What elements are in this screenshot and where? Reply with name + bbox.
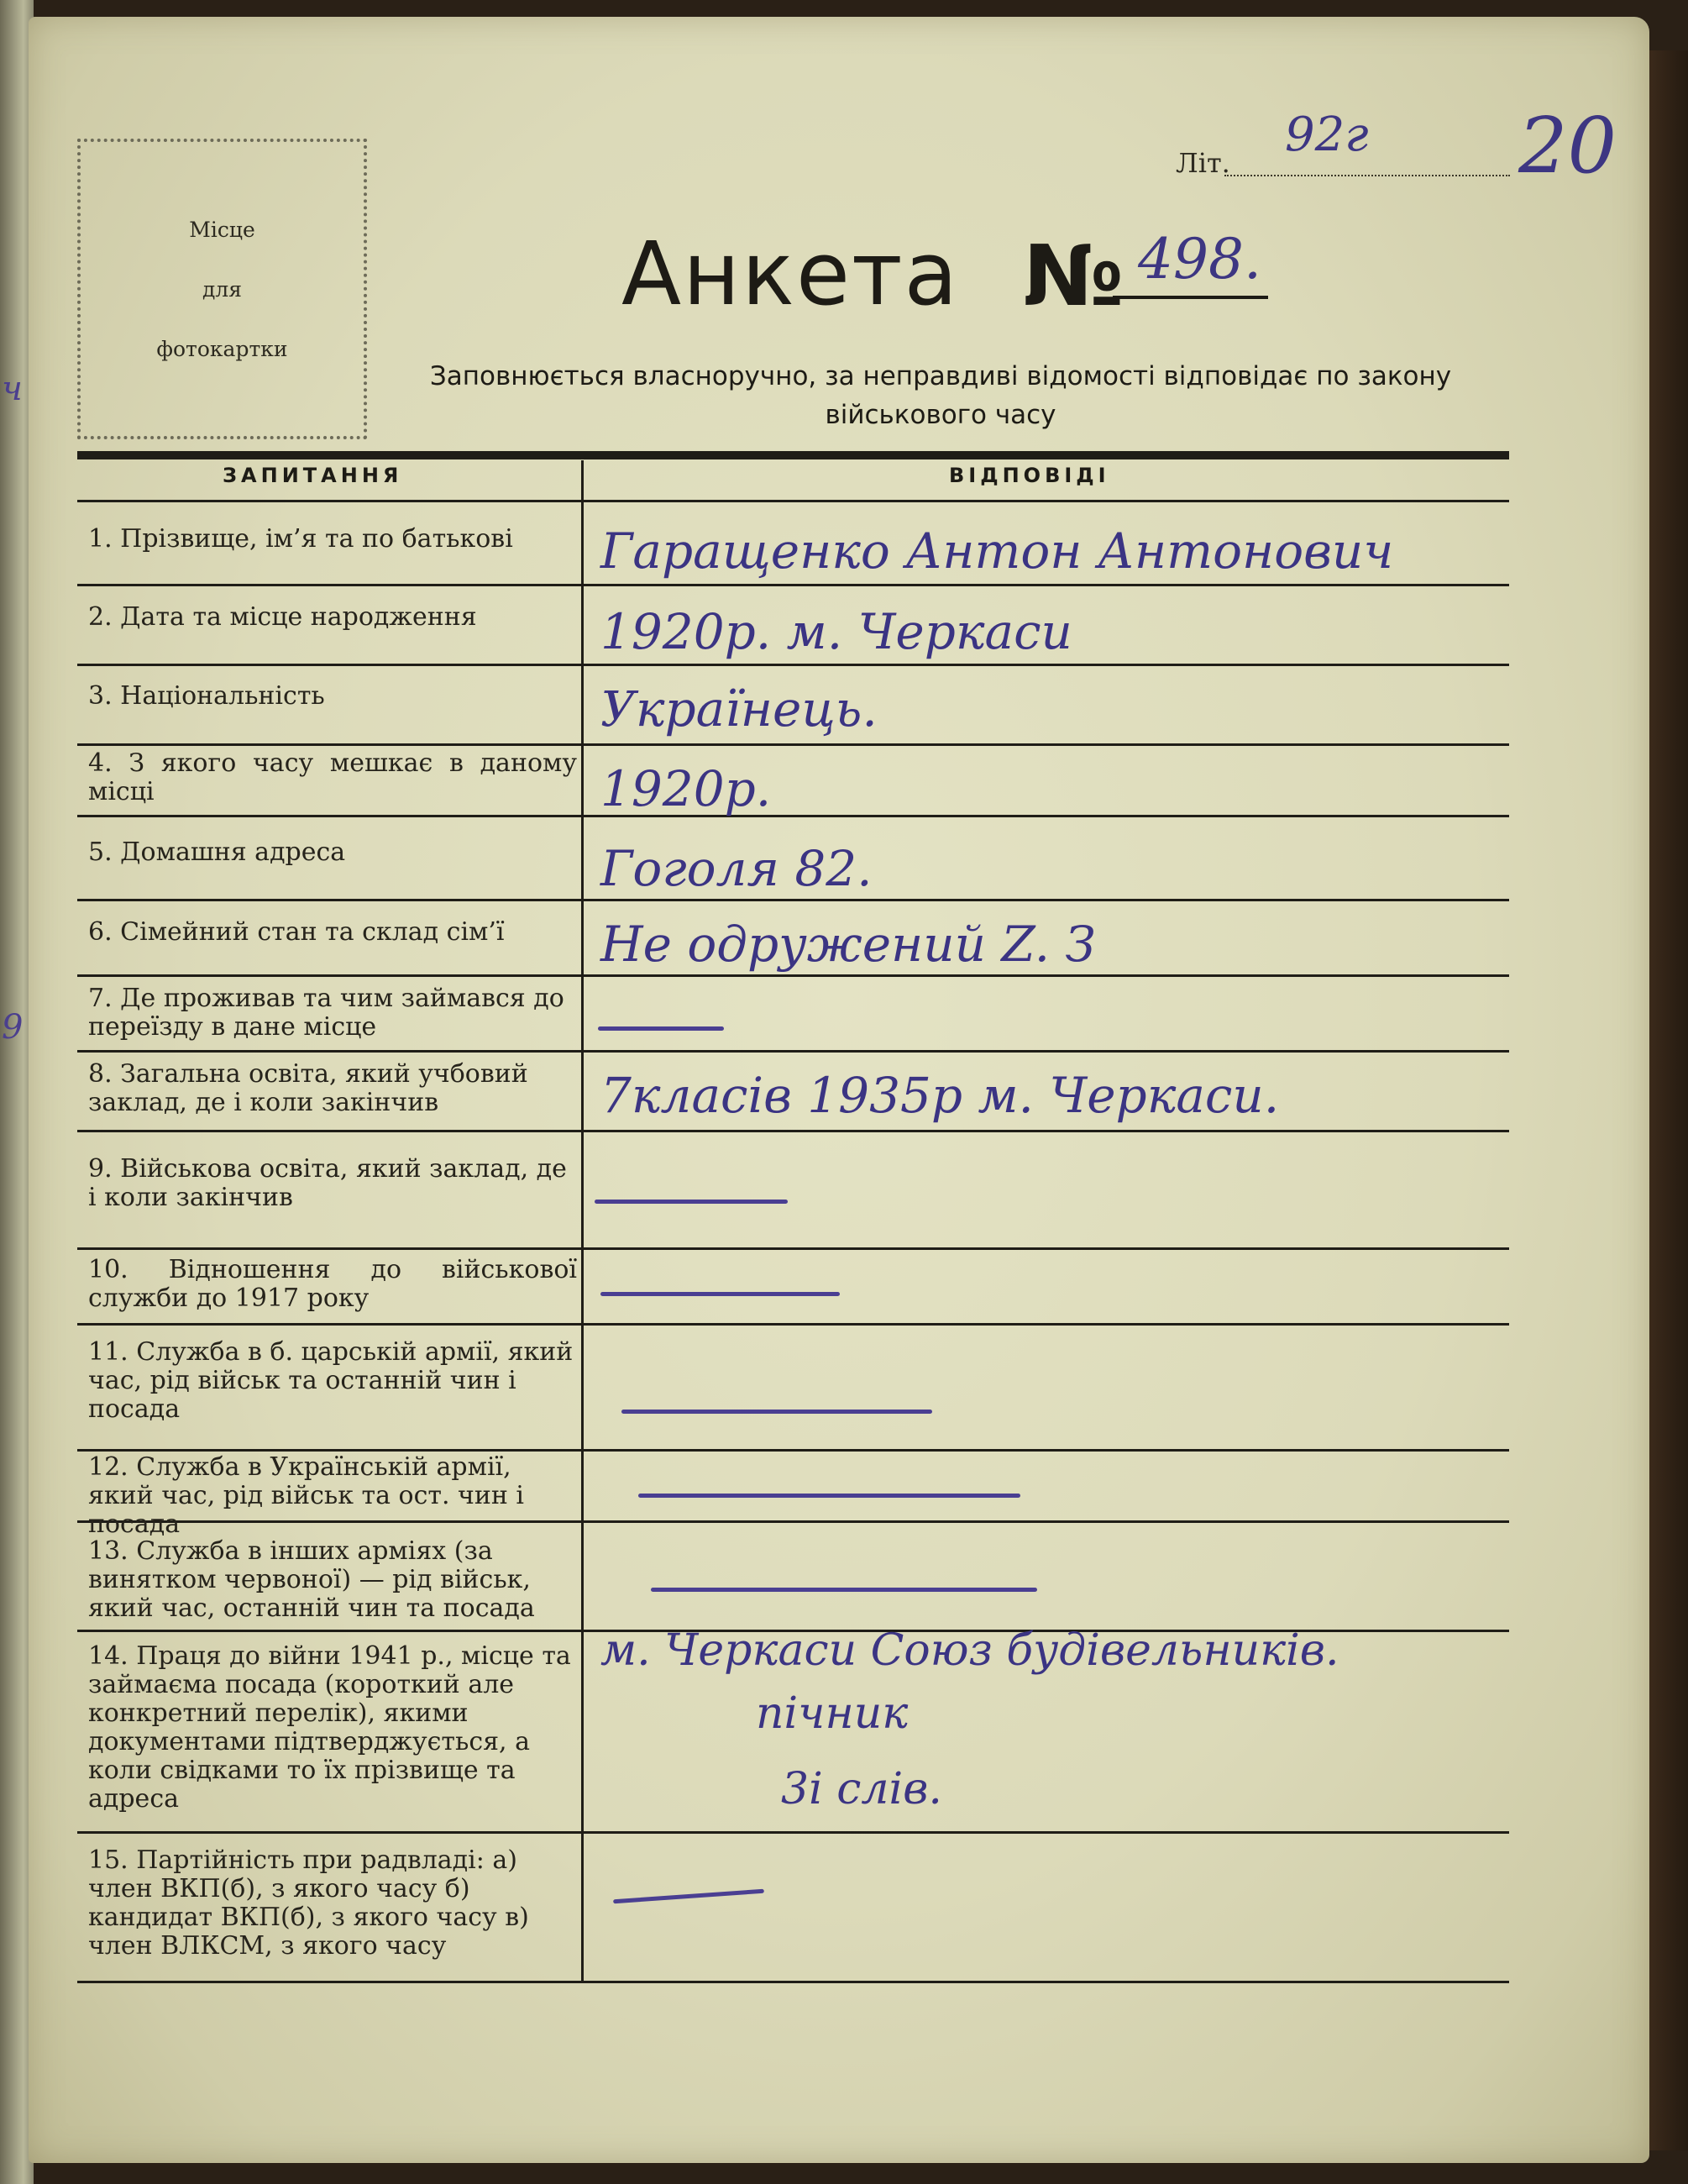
row-rule (77, 974, 1509, 977)
answer-2: 1920р. м. Черкаси (600, 603, 1072, 660)
question-3: 3. Національність (88, 681, 325, 711)
questions-header: ЗАПИТАННЯ (223, 464, 403, 487)
lit-label: Літ. (1176, 147, 1230, 179)
question-7: 7. Де проживав та чим займався до переїзду в дане місце (88, 984, 564, 1042)
row-rule (77, 815, 1509, 817)
form-subtitle: Заповнюється власноручно, за неправдиві відомості відповідає по закону військового часу (429, 361, 1452, 430)
row-rule (77, 1130, 1509, 1132)
question-14: 14. Праця до війни 1941 р., місце та займаєма посада (короткий але конкретний перелік), якими документами підтверджується, а коли свідками то їх прізвище та адреса (88, 1641, 571, 1814)
column-divider (581, 460, 584, 1982)
form-number: 498. (1138, 227, 1261, 291)
answer-14-line3: 3і слів. (781, 1764, 942, 1814)
answers-header: ВІДПОВІДІ (949, 464, 1110, 487)
photo-label-line2: для (202, 276, 243, 302)
binding-shadow (1649, 50, 1688, 2150)
empty-answer-dash-13 (651, 1588, 1037, 1592)
row-rule (77, 1449, 1509, 1452)
photo-label-line1: Місце (189, 217, 255, 242)
photo-label-line3: фотокартки (156, 336, 288, 361)
row-rule (77, 743, 1509, 746)
lit-value: 92г (1285, 108, 1369, 162)
empty-answer-dash-12 (638, 1494, 1020, 1498)
row-rule (77, 664, 1509, 666)
question-10: 10. Відношення до військової служби до 1917 року (88, 1255, 577, 1313)
answer-4: 1920р. (600, 760, 772, 817)
answer-14-line2: пічник (756, 1688, 909, 1739)
empty-answer-dash-10 (600, 1292, 840, 1296)
row-rule (77, 584, 1509, 586)
header-bottom-rule (77, 500, 1509, 502)
row-rule (77, 1050, 1509, 1053)
answer-14: м. Черкаси Союз будівельників. (600, 1625, 1339, 1676)
empty-answer-dash-7 (598, 1026, 724, 1031)
margin-scribble: ч (2, 370, 23, 408)
question-1: 1. Прізвище, ім’я та по батькові (88, 524, 513, 554)
margin-scribble: 9 (2, 1008, 24, 1047)
answer-8: 7класів 1935р м. Черкаси. (600, 1067, 1280, 1124)
row-rule (77, 1247, 1509, 1250)
row-rule (77, 899, 1509, 901)
answer-3: Українець. (600, 680, 878, 738)
question-6: 6. Сімейний стан та склад сім’ї (88, 917, 505, 947)
number-underline (1113, 296, 1268, 299)
empty-answer-dash-11 (621, 1410, 932, 1414)
question-4: 4. З якого часу мешкає в даному місці (88, 748, 577, 806)
row-rule (77, 1981, 1509, 1983)
photo-placeholder (77, 139, 367, 439)
question-13: 13. Служба в інших арміях (за винятком червоної) — рід військ, який час, останній чин та посада (88, 1536, 535, 1623)
question-2: 2. Дата та місце народження (88, 602, 477, 632)
row-rule (77, 1323, 1509, 1326)
empty-answer-dash-9 (595, 1200, 788, 1204)
answer-5: Гоголя 82. (600, 840, 873, 897)
header-rule (77, 451, 1509, 459)
number-sign: № (1023, 227, 1124, 325)
question-11: 11. Служба в б. царській армії, який час, рід військ та останній чин і посада (88, 1337, 574, 1424)
question-12: 12. Служба в Українській армії, який час, рід військ та ост. чин і посада (88, 1452, 525, 1539)
form-title: Анкета (621, 223, 960, 325)
lit-underline (1224, 175, 1510, 176)
answer-1: Гаращенко Антон Антонович (600, 522, 1394, 580)
question-5: 5. Домашня адреса (88, 837, 346, 867)
folio-number: 20 (1518, 101, 1617, 191)
faded-stamp (1170, 1742, 1476, 1845)
question-9: 9. Військова освіта, який заклад, де і коли закінчив (88, 1154, 567, 1212)
question-15: 15. Партійність при радвладі: а) член ВКП(б), з якого часу б) кандидат ВКП(б), з якого часу в) член ВЛКСМ, з якого часу (88, 1845, 529, 1961)
answer-6: Не одружений Z. З (600, 916, 1096, 973)
question-8: 8. Загальна освіта, який учбовий заклад, де і коли закінчив (88, 1059, 528, 1117)
